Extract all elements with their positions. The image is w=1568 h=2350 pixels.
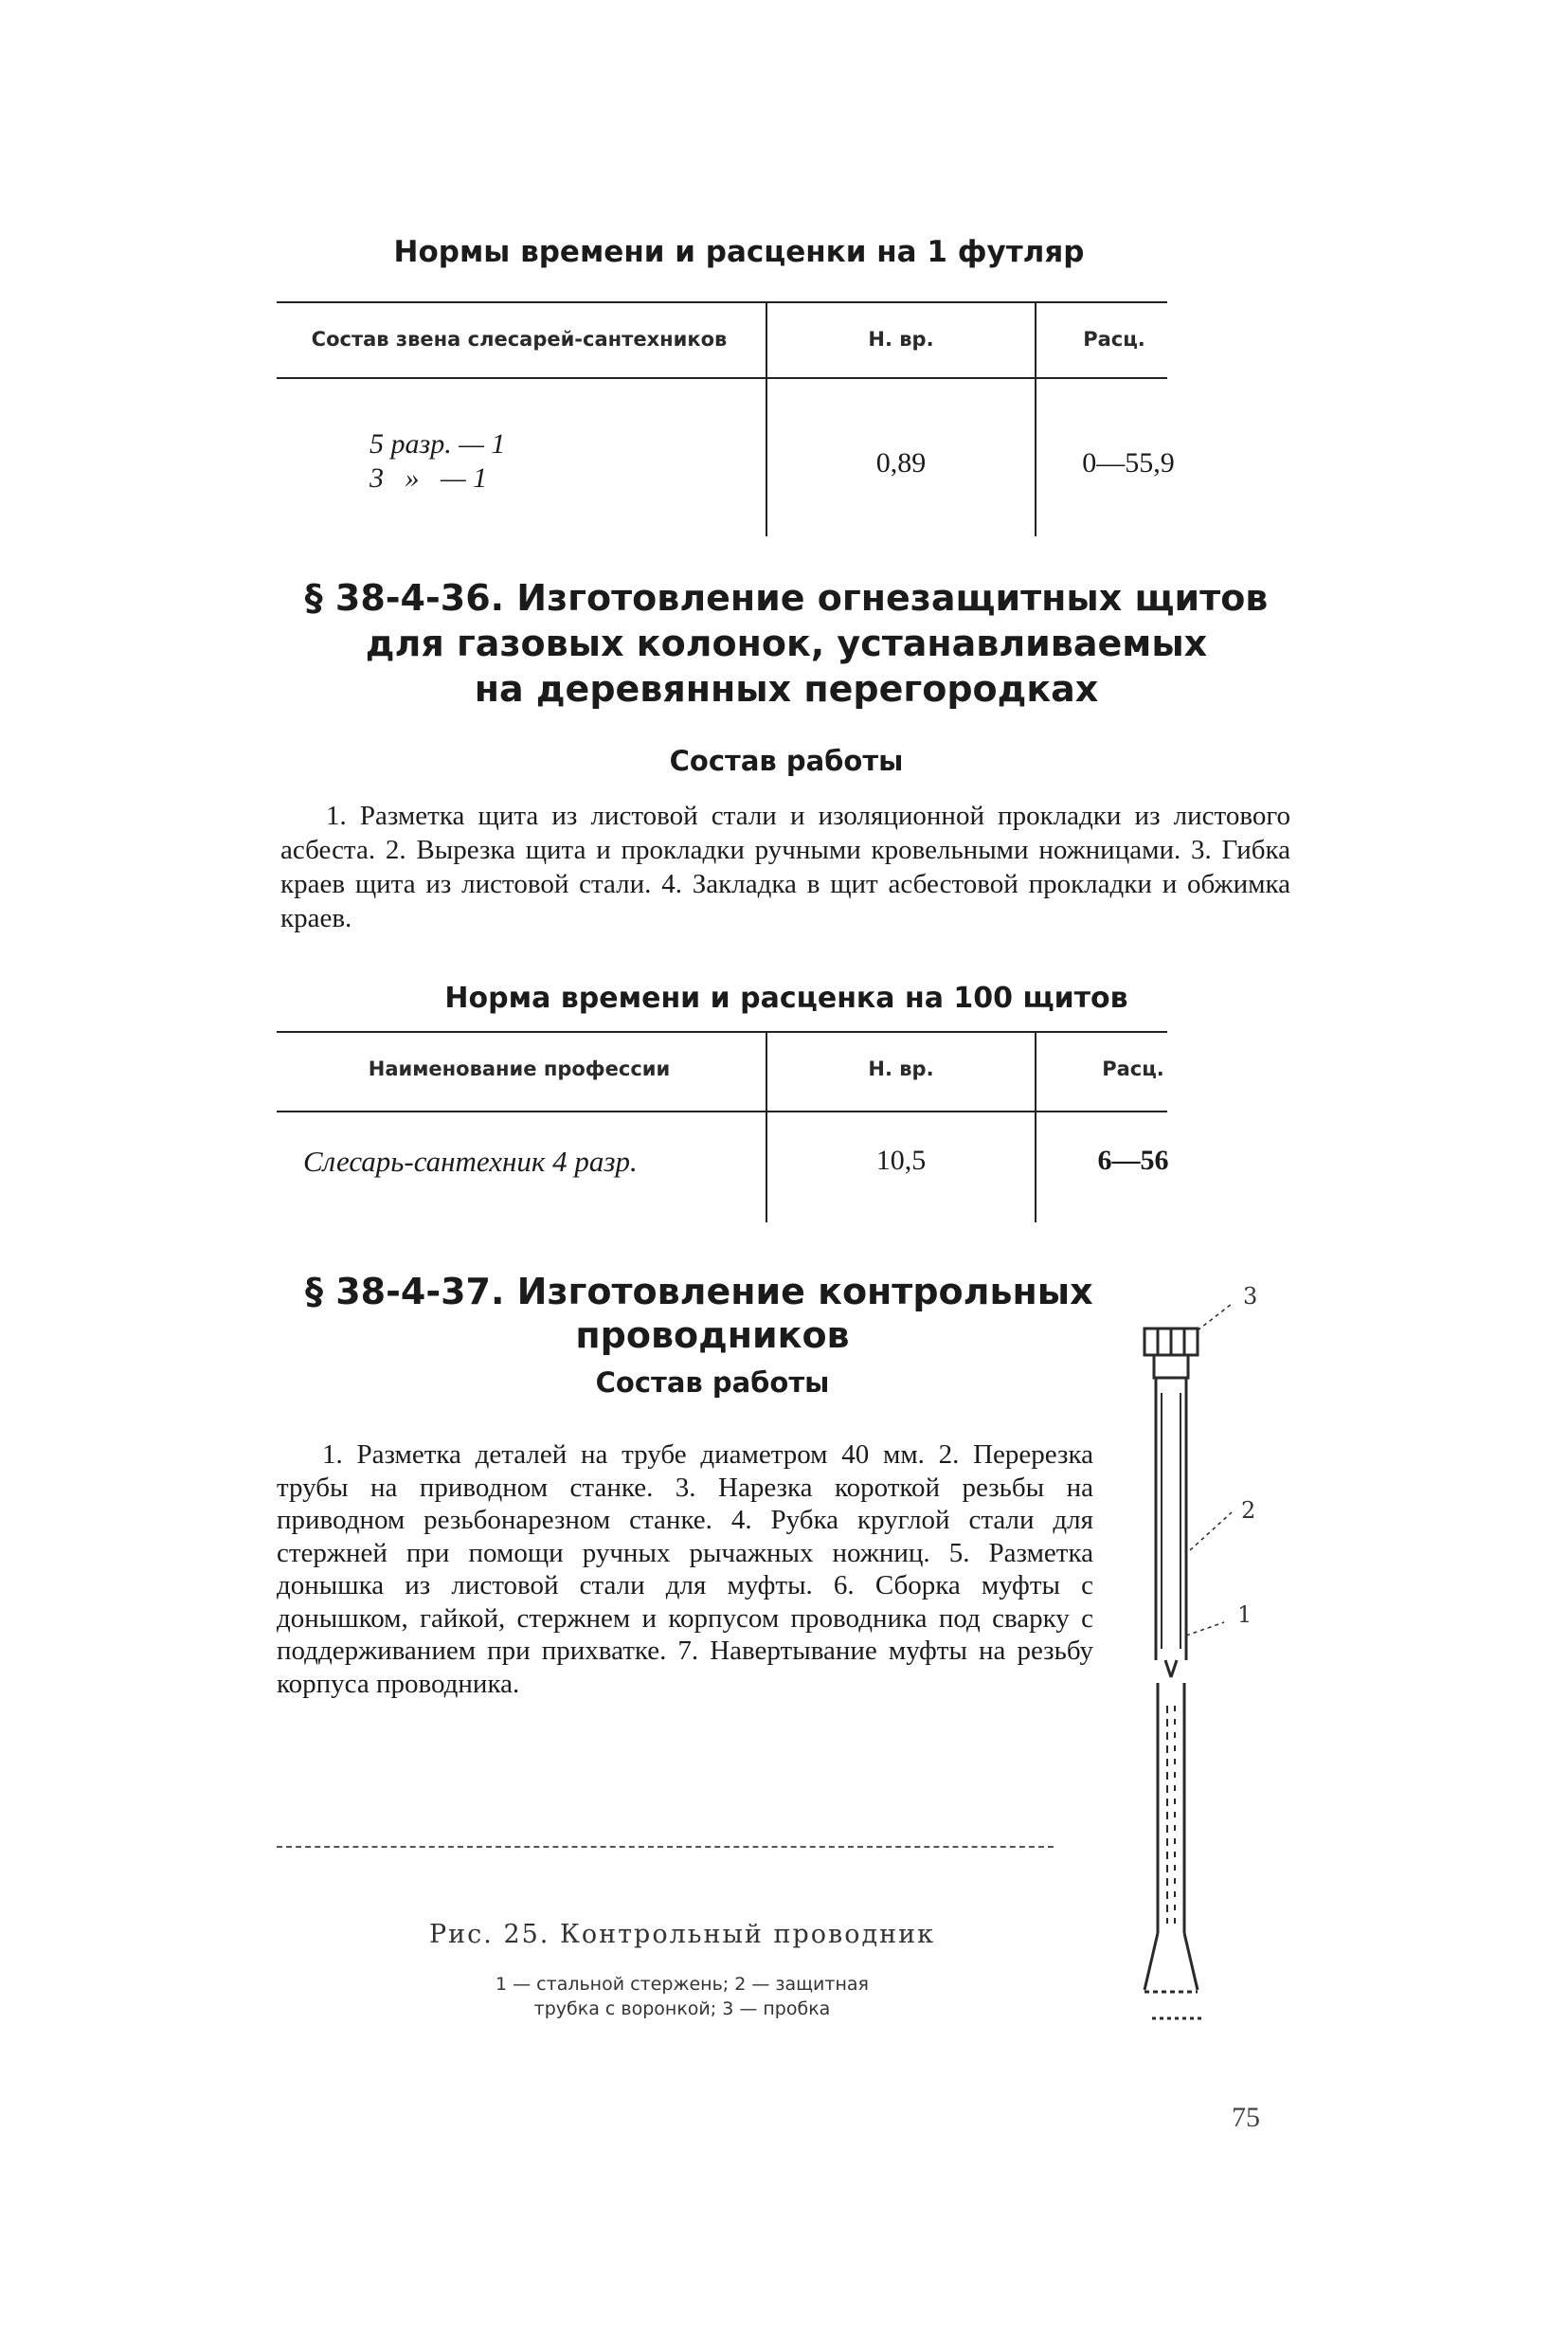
section36-work-text: 1. Разметка щита из листовой стали и изоляционной прокладки из листового асбеста. 2. Вырезка щита и прокладки ручными кровельными ножницами. 3. Гибка краев щита из листовой стали. 4. Закладка в щит асбестовой прокладки и обжимка краев. (280, 801, 1290, 933)
control-conductor-drawing (1099, 1270, 1326, 2047)
section36-title-line3: на деревянных перегородках (474, 668, 1099, 710)
figure-caption: Рис. 25. Контрольный проводник (429, 1920, 935, 1949)
table2-rate: 6—56 (1097, 1145, 1169, 1176)
table2-profession: Слесарь-сантехник 4 разр. (303, 1145, 638, 1178)
figure-label-2: 2 (1241, 1497, 1256, 1524)
section36-table-caption: Норма времени и расценка на 100 щитов (444, 982, 1128, 1015)
section36-work-heading: Состав работы (669, 745, 904, 777)
table2-header-norm: Н. вр. (868, 1058, 934, 1080)
figure-label-1: 1 (1237, 1601, 1253, 1628)
table1-norm: 0,89 (875, 447, 927, 479)
section37-work-heading: Состав работы (595, 1366, 830, 1399)
figure-label-3: 3 (1243, 1283, 1258, 1310)
table1-caption: Нормы времени и расценки на 1 футляр (393, 235, 1085, 269)
table1-rate: 0—55,9 (1082, 447, 1175, 479)
table1-header-norm: Н. вр. (868, 328, 934, 351)
table2-header-rate: Расц. (1102, 1058, 1164, 1080)
table2-norm: 10,5 (875, 1145, 927, 1176)
section36-title-line1: § 38-4-36. Изготовление огнезащитных щитов (304, 577, 1269, 619)
page-number: 75 (1232, 2102, 1260, 2133)
table1-crew-line1: 5 разр. — 1 (369, 428, 506, 460)
table1-header-rate: Расц. (1083, 328, 1145, 351)
figure-legend-line2: трубка с воронкой; 3 — пробка (533, 1998, 831, 2019)
section37-work-text: 1. Разметка деталей на трубе диаметром 40 мм. 2. Перерезка трубы на приводном станке. 3. Нарезка короткой резьбы на приводном резьбонарезном станке. 4. Рубка круглой стали для стержней при помощи ручных рычажных ножниц. 5. Разметка донышка из листовой стали для муфты. 6. Сборка муфты с донышком, гайкой, стержнем и корпусом проводника под сварку с поддерживанием при прихватке. 7. Навертывание муфты на резьбу корпуса проводника. (277, 1439, 1093, 1699)
table1-crew-line2: 3 » — 1 (369, 462, 488, 494)
section37-title-line1: § 38-4-37. Изготовление контрольных (305, 1271, 1093, 1312)
section37-title-line2: проводников (575, 1314, 850, 1356)
figure-legend-line1: 1 — стальной стержень; 2 — защитная (496, 1974, 869, 1995)
table1-header-crew: Состав звена слесарей-сантехников (311, 328, 728, 351)
table2-header-profession: Наименование профессии (368, 1058, 671, 1080)
section36-title-line2: для газовых колонок, устанавливаемых (365, 623, 1208, 664)
